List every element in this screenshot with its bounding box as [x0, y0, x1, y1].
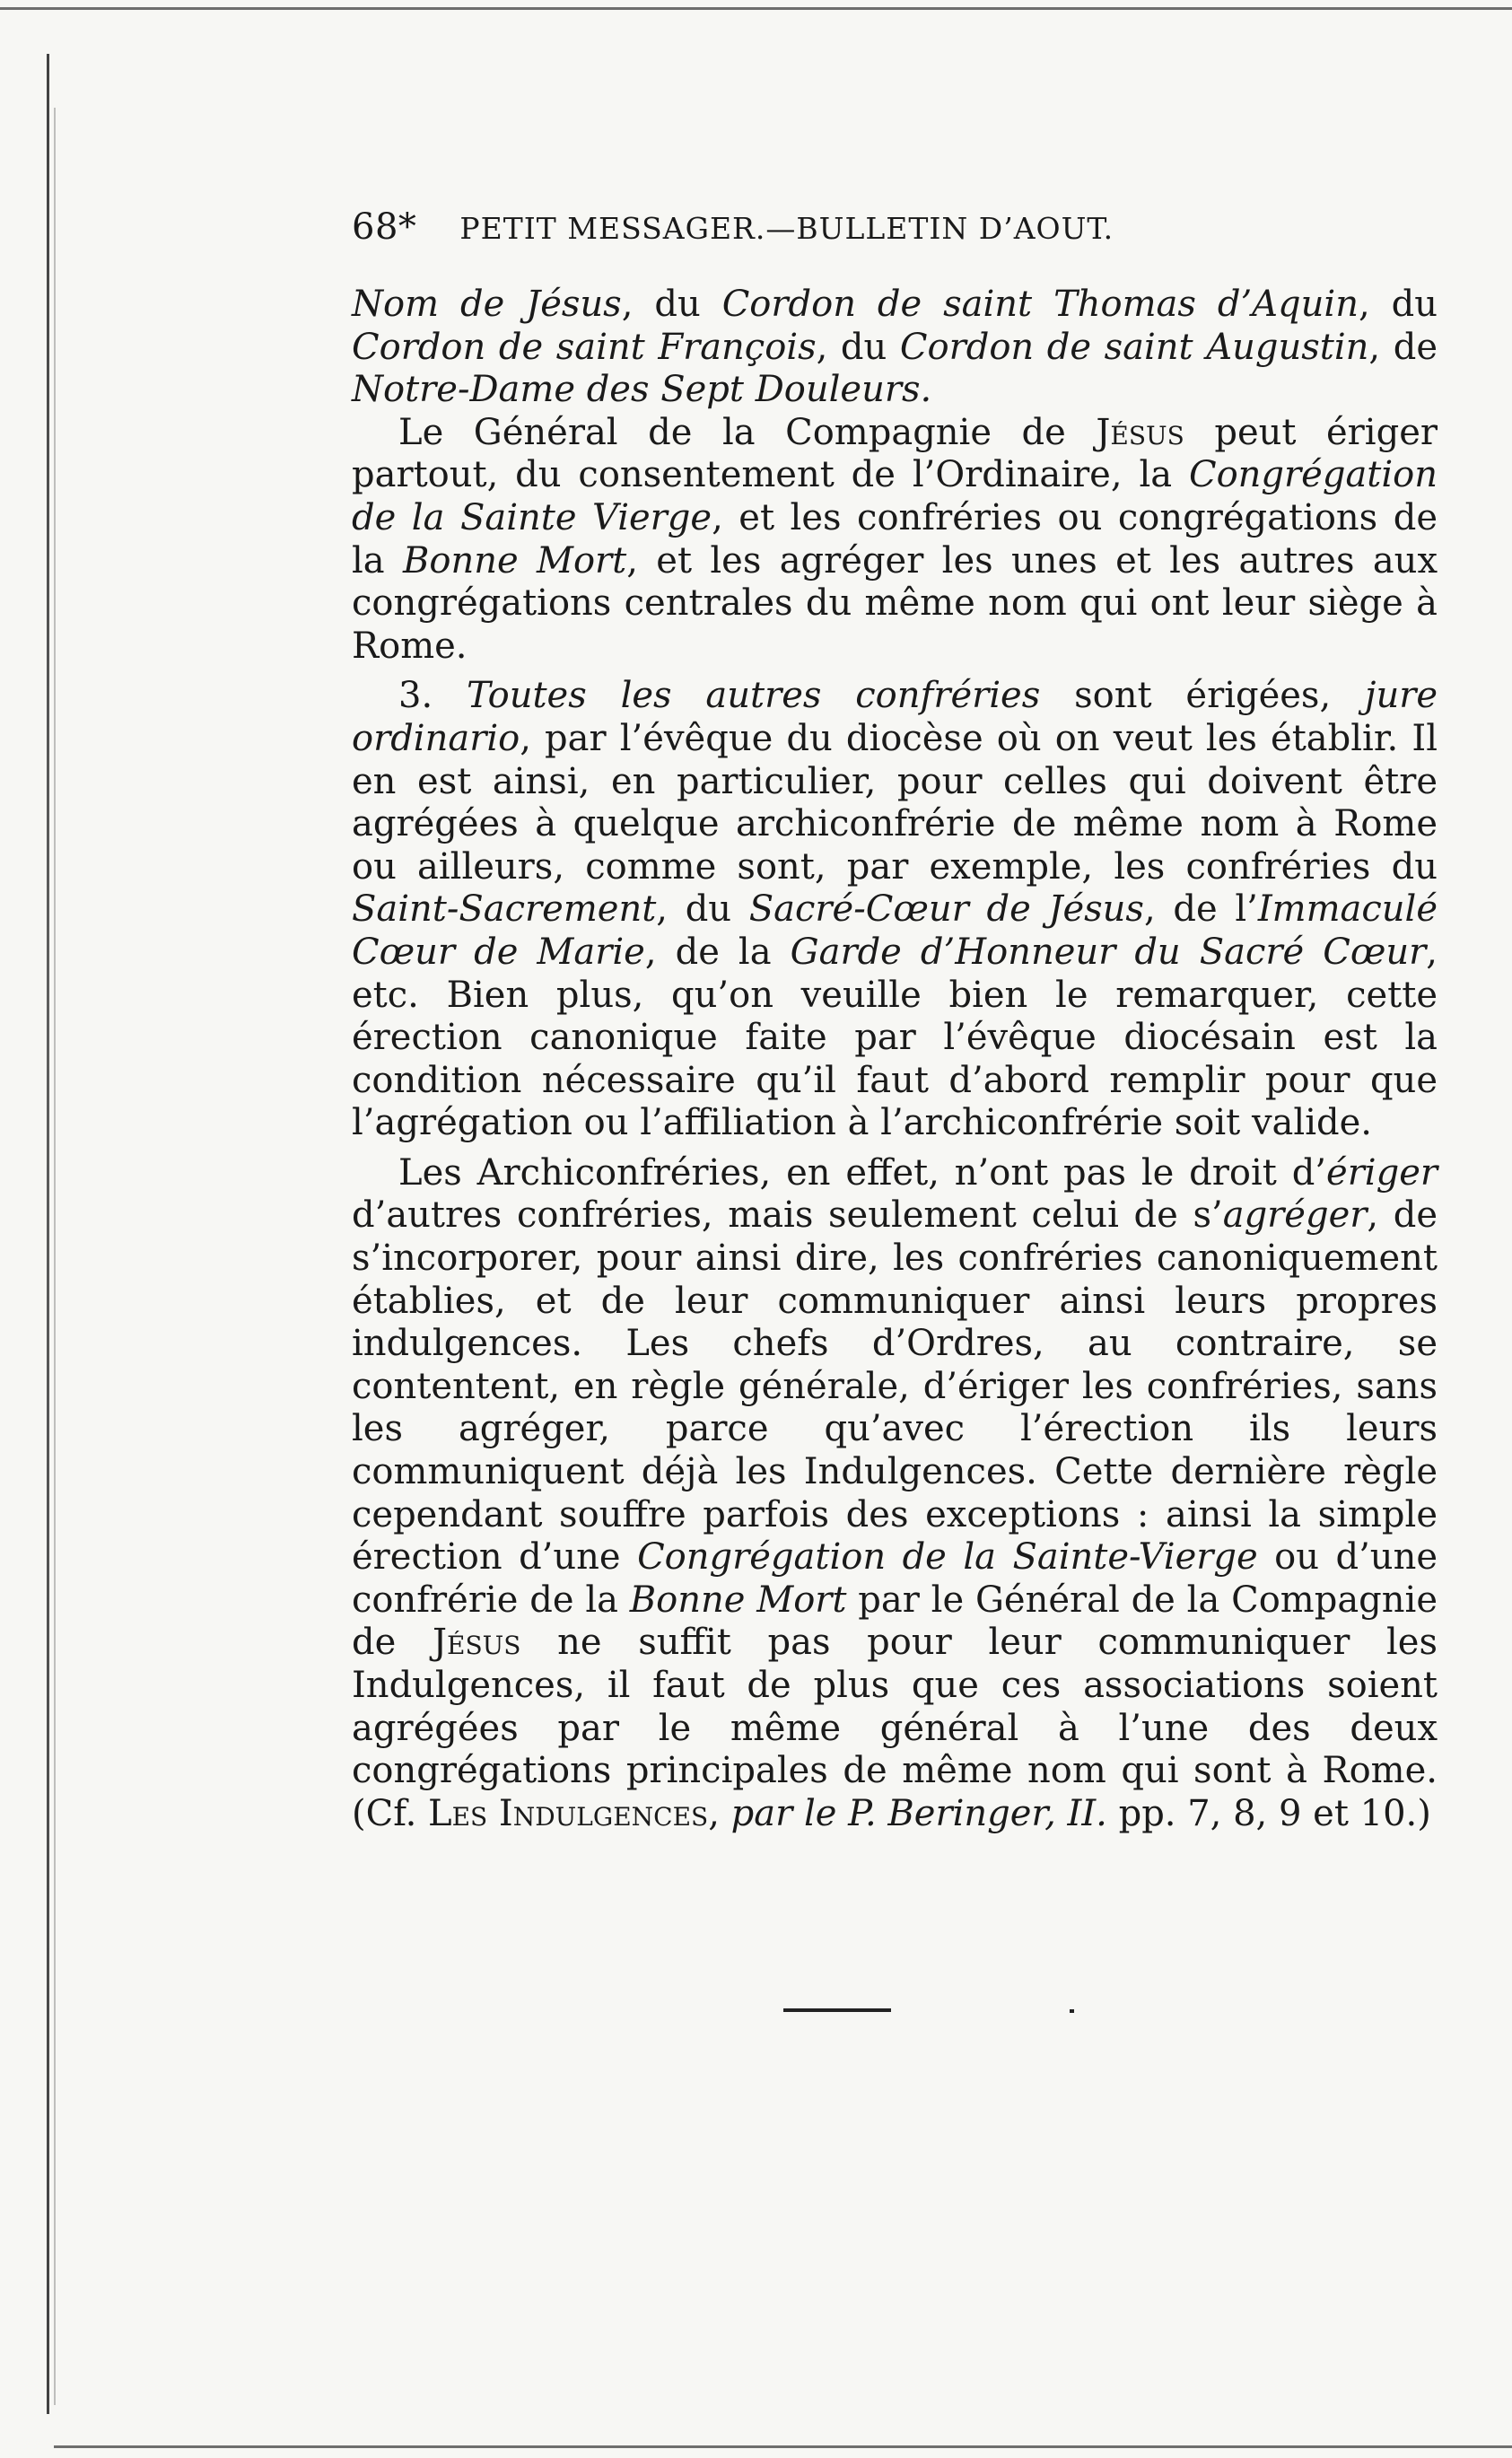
text-segment: , de l’ — [1143, 888, 1258, 931]
text-segment: , du — [816, 326, 900, 368]
text-segment: , par l’évêque du diocèse où on veut les établir. Il en est ainsi, en particulier, pour celles qui doivent être agrégées à quelque archiconfrérie de même nom à Rome ou ailleurs, comme sont, par exemple, les confréries du — [352, 717, 1438, 888]
italic-text: Congrégation de la Sainte-Vierge — [637, 1536, 1258, 1579]
text-segment: , du — [621, 284, 722, 325]
italic-text: Saint-Sacrement — [352, 888, 657, 931]
scan-binding-edge — [47, 54, 49, 2414]
text-segment: , de s’incorporer, pour ainsi dire, les confréries canoniquement établies, et de leur communiquer ainsi leurs propres indulgences. Les chefs d’Ordres, au contraire, se contentent, en règle générale, d’ériger les confréries, sans les agréger, parce qu’avec l’érection ils leurs communiquent déjà les Indulgences. Cette dernière règle cependant souffre parfois des exceptions : ainsi la simple érection d’une — [352, 1194, 1438, 1579]
text-segment: ou d’une confrérie de la — [352, 1536, 1438, 1621]
italic-text: Nom de Jésus — [352, 284, 622, 325]
italic-text: Bonne Mort — [629, 1579, 847, 1621]
page-number: 68* — [352, 206, 417, 248]
paragraph — [352, 284, 1438, 412]
text-segment: d’autres confréries, mais seulement celui de s’ — [352, 1194, 1223, 1237]
italic-text: Bonne Mort — [402, 539, 627, 582]
italic-text: Notre-Dame des Sept Douleurs. — [352, 369, 932, 411]
text-segment: , — [708, 1792, 731, 1834]
italic-text: Garde d’Honneur du Sacré Cœur — [790, 931, 1427, 973]
italic-text: Cordon de saint Thomas d’Aquin — [721, 284, 1359, 325]
text-segment: , du — [656, 888, 749, 931]
text-segment: , et les agréger les unes et les autres aux congrégations centrales du même nom qui ont leur siège à Rome. — [352, 539, 1438, 667]
scan-top-edge — [0, 7, 1512, 10]
body-text — [352, 284, 1438, 1835]
text-segment: ne suffit pas pour leur communiquer les Indulgences, il faut de plus que ces associations soient agrégées par le même général à l’une des deux congrégations principales de même nom qui sont à Rome. (Cf. — [352, 1622, 1438, 1834]
italic-text: Cordon de saint Augustin — [899, 326, 1369, 368]
italic-text: agréger — [1222, 1194, 1368, 1237]
smallcaps-text: Jésus — [1096, 411, 1184, 453]
text-segment: pp. 7, 8, 9 et 10.) — [1106, 1792, 1431, 1834]
smallcaps-text: Jésus — [432, 1622, 521, 1664]
italic-text: Cordon de saint François — [352, 326, 817, 368]
text-segment: peut ériger partout, du consentement de l’Ordinaire, la — [352, 411, 1438, 496]
text-segment: , du — [1358, 284, 1438, 325]
italic-text: Toutes les autres confréries — [467, 675, 1041, 717]
italic-text: ériger — [1326, 1151, 1438, 1194]
paragraph — [352, 412, 1438, 669]
italic-text: par le P. Beringer, II. — [730, 1792, 1107, 1834]
italic-text: jure ordinario — [352, 675, 1438, 759]
scan-binding-shadow — [54, 108, 56, 2405]
running-head — [352, 206, 1438, 260]
text-segment: , etc. Bien plus, qu’on veuille bien le remarquer, cette érection canonique faite par l’évêque diocésain est la condition nécessaire qu’il faut d’abord remplir pour que l’agrégation ou l’affiliation à l’archiconfrérie soit valide. — [352, 931, 1438, 1144]
end-rule-dot — [1070, 2009, 1074, 2013]
smallcaps-text: Les Indulgences — [428, 1792, 709, 1834]
italic-text: Congrégation de la Sainte Vierge — [352, 454, 1438, 538]
text-segment: 3. — [398, 675, 468, 717]
paragraph — [352, 675, 1438, 1145]
text-segment: , et les confréries ou congrégations de la — [352, 496, 1438, 582]
scan-bottom-edge — [54, 2445, 1512, 2448]
text-segment: Le Général de la Compagnie de — [398, 411, 1097, 453]
text-segment: , de — [1368, 326, 1438, 368]
text-segment: par le Général de la Compagnie de — [352, 1579, 1438, 1664]
end-rule — [783, 2008, 891, 2012]
running-title: PETIT MESSAGER.—BULLETIN D’AOUT. — [459, 211, 1114, 246]
italic-text: Sacré-Cœur de Jésus — [748, 888, 1144, 931]
book-page — [352, 206, 1438, 1835]
paragraph — [352, 1152, 1438, 1836]
text-segment: , de la — [644, 931, 791, 973]
text-segment: Les Archiconfréries, en effet, n’ont pas le droit d’ — [398, 1151, 1327, 1194]
italic-text: Immaculé Cœur de Marie — [352, 888, 1438, 973]
text-segment: sont érigées, — [1040, 675, 1366, 717]
